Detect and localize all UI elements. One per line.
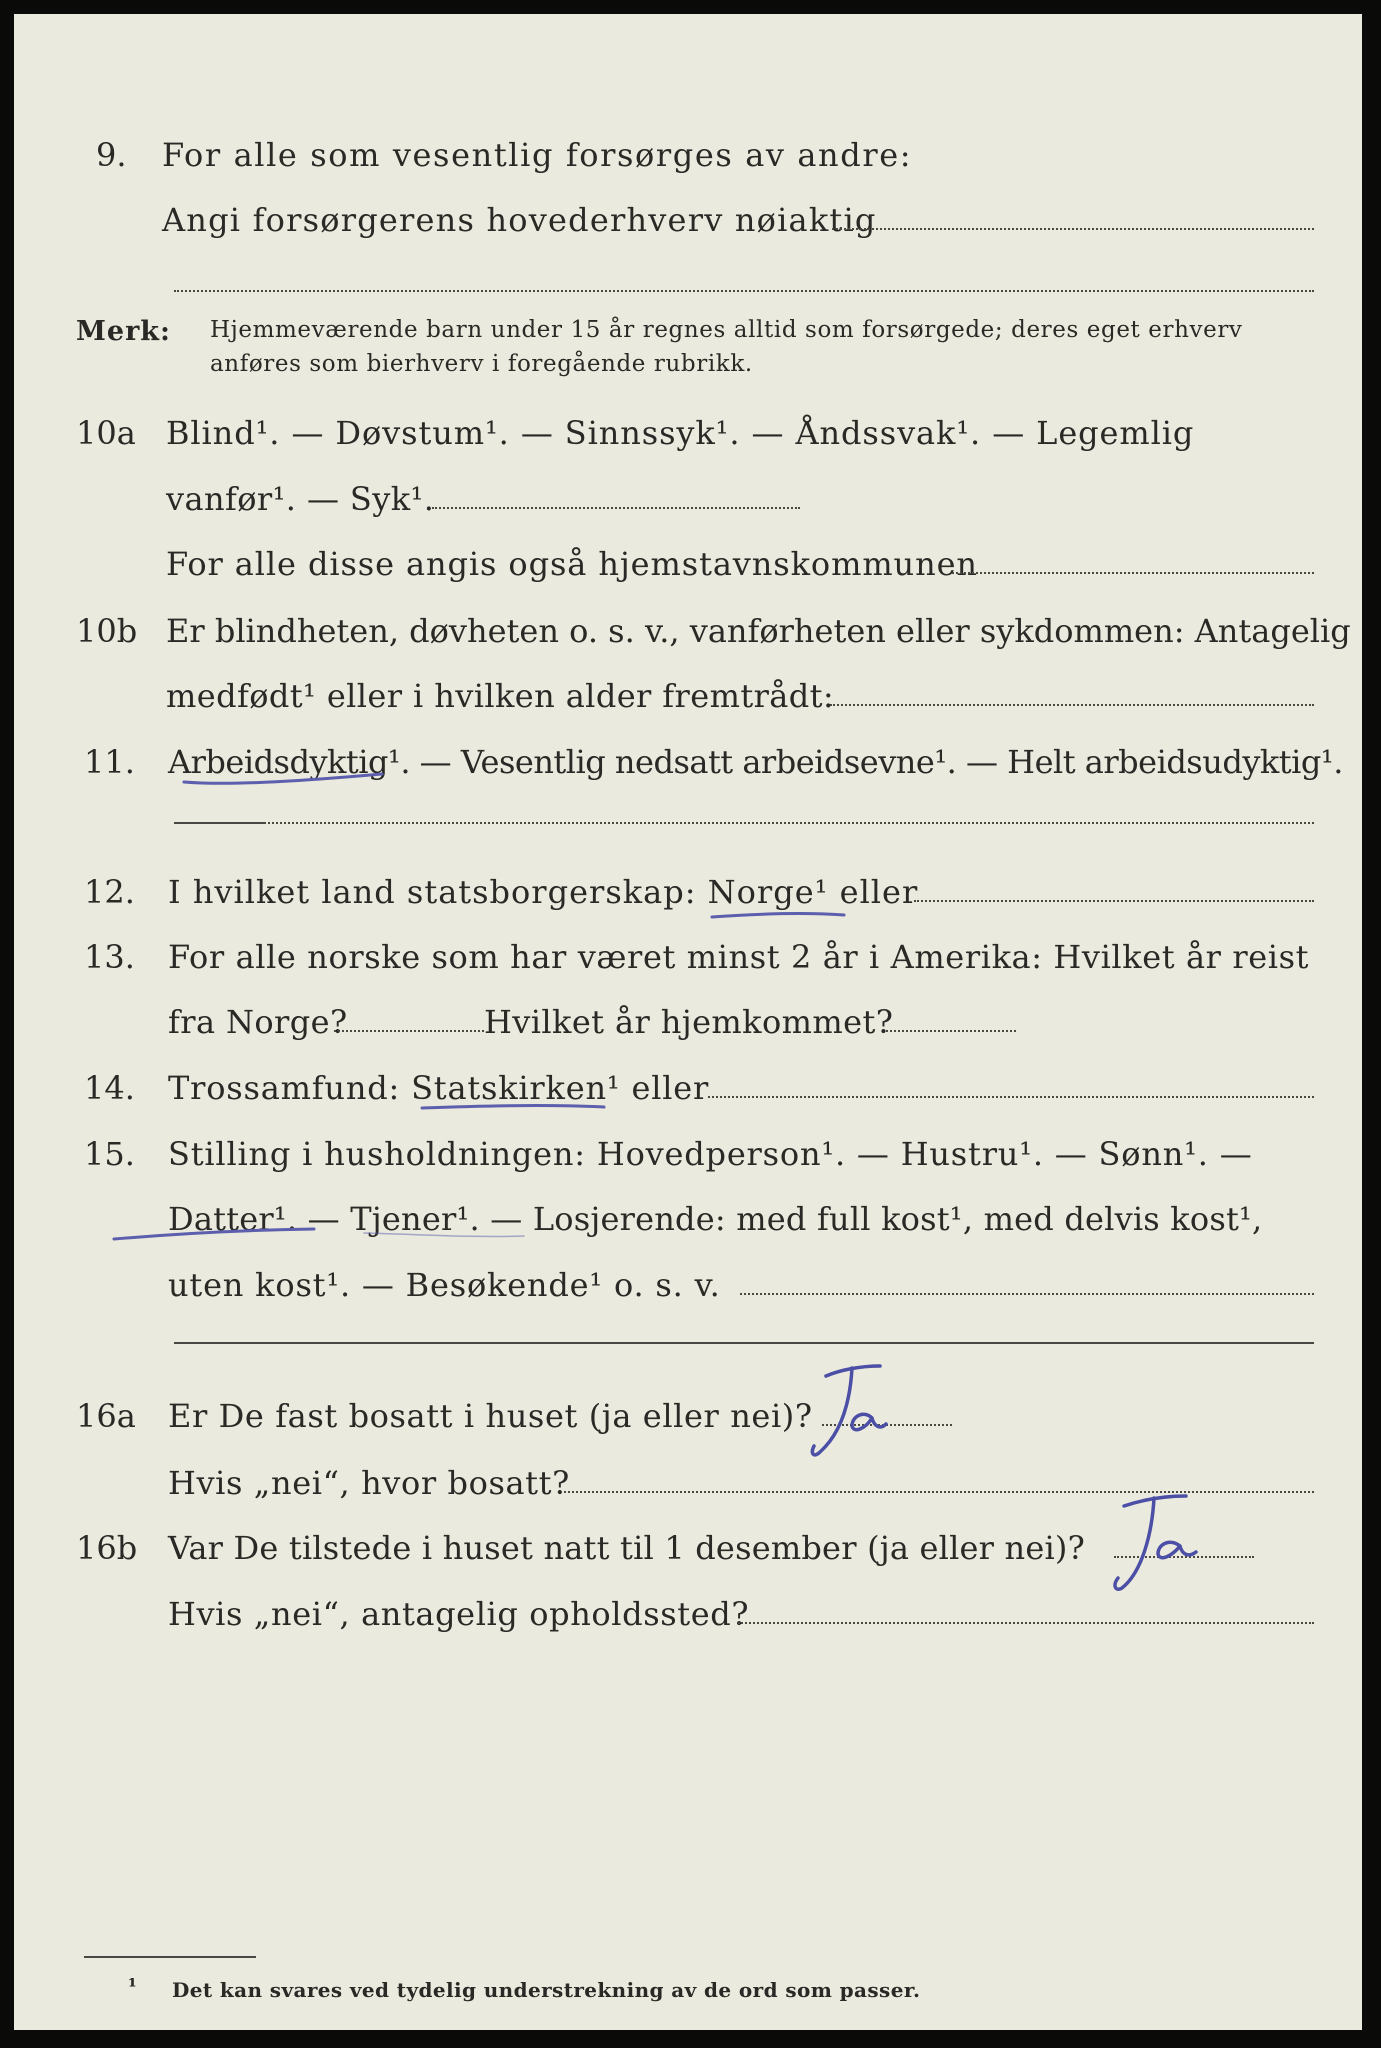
q13-text-line1: For alle norske som har været minst 2 år i Amerika: Hvilket år reist xyxy=(168,938,1310,976)
q13-text-line2b: Hvilket år hjemkommet? xyxy=(484,1003,894,1041)
q10b-text-line2: medfødt¹ eller i hvilken alder fremtrådt: xyxy=(166,677,835,715)
statskirken-underline xyxy=(422,1105,604,1108)
q12-number: 12. xyxy=(84,873,135,911)
arbeidsdyktig-underline xyxy=(184,774,382,783)
q11-number: 11. xyxy=(84,743,135,781)
q10b-text-line1: Er blindheten, døvheten o. s. v., vanførheten eller sykdommen: Antagelig xyxy=(166,612,1351,650)
merk-text-line2: anføres som bierhverv i foregående rubrikk. xyxy=(210,351,753,377)
q11-text-line1: Arbeidsdyktig¹. — Vesentlig nedsatt arbeidsevne¹. — Helt arbeidsudyktig¹. xyxy=(168,743,1343,781)
handwriting-layer xyxy=(14,14,1362,2030)
q10a-number: 10a xyxy=(76,414,136,452)
footnote-text: Det kan svares ved tydelig understrekning av de ord som passer. xyxy=(172,1978,921,2002)
q9-text-line1: For alle som vesentlig forsørges av andre: xyxy=(162,136,913,174)
q10a-text-line1: Blind¹. — Døvstum¹. — Sinnssyk¹. — Åndssvak¹. — Legemlig xyxy=(166,414,1195,452)
q13-text-line2a: fra Norge? xyxy=(168,1003,348,1041)
datter-underline xyxy=(114,1229,314,1239)
q14-text-line1: Trossamfund: Statskirken¹ eller xyxy=(168,1069,710,1107)
q15-text-line3: uten kost¹. — Besøkende¹ o. s. v. xyxy=(168,1266,721,1304)
q14-number: 14. xyxy=(84,1069,135,1107)
q9-text-line2: Angi forsørgerens hovederhverv nøiaktig xyxy=(162,201,877,239)
q9-number: 9. xyxy=(96,136,127,174)
norge-underline xyxy=(712,914,844,917)
q16b-handwritten-answer xyxy=(1115,1496,1196,1589)
q16b-number: 16b xyxy=(76,1529,138,1567)
census-form-page xyxy=(14,14,1362,2030)
q16a-number: 16a xyxy=(76,1397,136,1435)
q10b-number: 10b xyxy=(76,612,138,650)
merk-label: Merk: xyxy=(76,316,171,347)
q12-text-line1: I hvilket land statsborgerskap: Norge¹ eller xyxy=(168,873,919,911)
q15-text-line2: Datter¹. — Tjener¹. — Losjerende: med full kost¹, med delvis kost¹, xyxy=(168,1200,1263,1238)
q16a-handwritten-answer xyxy=(812,1366,886,1455)
q15-number: 15. xyxy=(84,1135,135,1173)
q15-text-line1: Stilling i husholdningen: Hovedperson¹. — Hustru¹. — Sønn¹. — xyxy=(168,1135,1253,1173)
q16a-text-line1: Er De fast bosatt i huset (ja eller nei)? xyxy=(168,1397,813,1435)
q13-number: 13. xyxy=(84,938,135,976)
q16a-text-line2: Hvis „nei“, hvor bosatt? xyxy=(168,1464,570,1502)
q16b-text-line1: Var De tilstede i huset natt til 1 desember (ja eller nei)? xyxy=(168,1529,1085,1567)
footnote-marker: ¹ xyxy=(128,1974,138,1998)
q10a-text-line3: For alle disse angis også hjemstavnskommunen xyxy=(166,545,978,583)
q16b-text-line2: Hvis „nei“, antagelig opholdssted? xyxy=(168,1595,750,1633)
merk-text-line1: Hjemmeværende barn under 15 år regnes alltid som forsørgede; deres eget erhverv xyxy=(210,317,1243,343)
q10a-text-line2: vanfør¹. — Syk¹. xyxy=(166,480,435,518)
tjener-faint-mark xyxy=(364,1233,524,1237)
